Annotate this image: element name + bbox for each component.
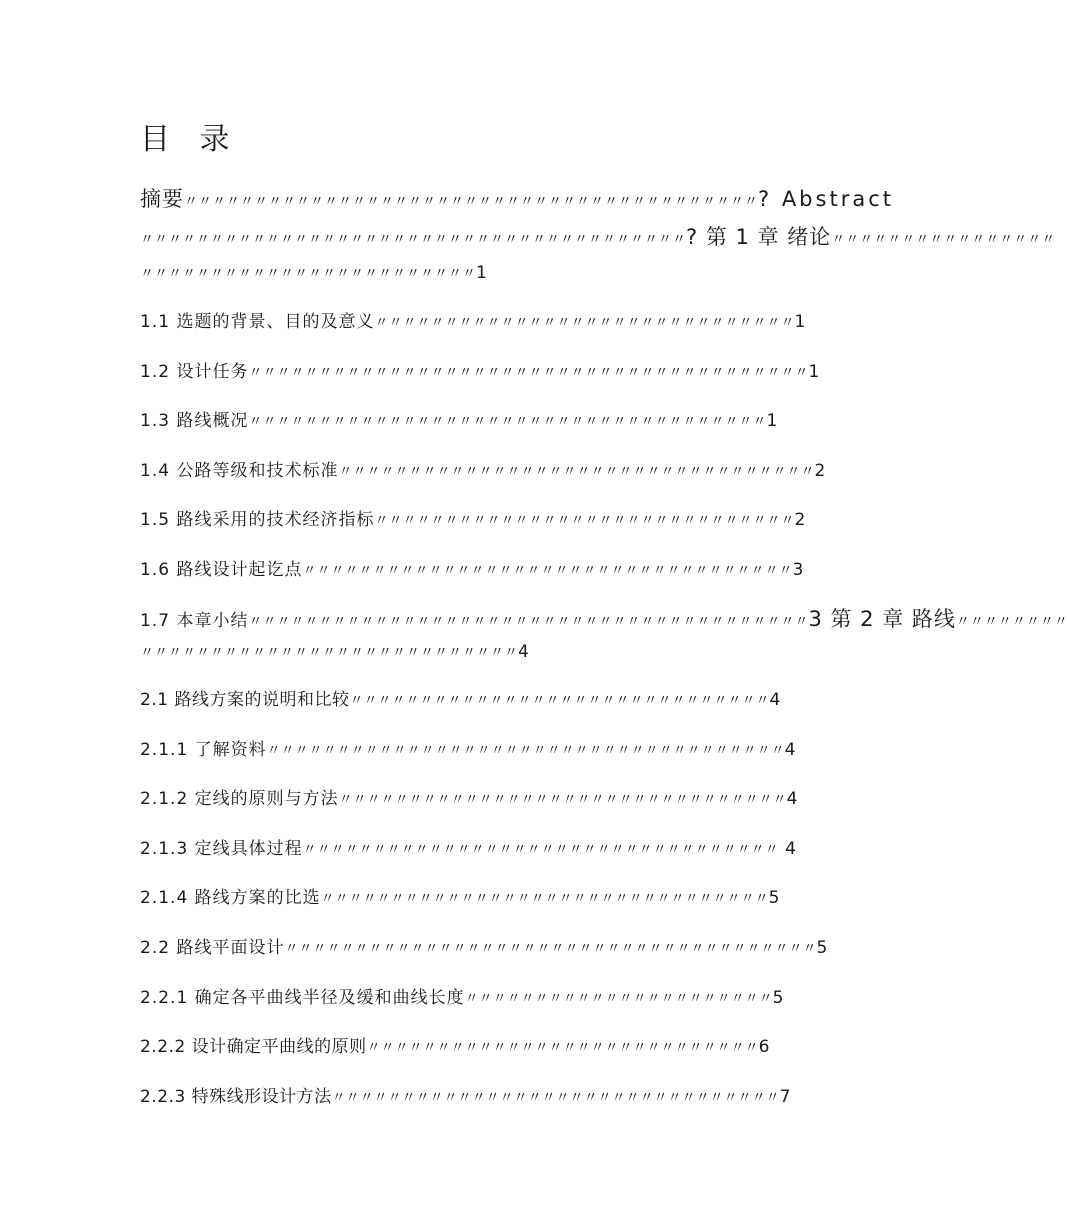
toc-line-chapter-2-page <box>140 640 530 665</box>
toc-page-number: 4 <box>786 789 799 809</box>
toc-line-2-1-2 <box>140 787 799 812</box>
toc-leader-dots: 〃〃〃〃〃〃〃〃〃〃〃〃〃〃〃〃〃〃〃〃〃〃〃〃〃〃〃 <box>140 645 518 661</box>
toc-page-number: 4 <box>778 839 797 859</box>
toc-tail: ? Abstract <box>758 187 894 211</box>
toc-line-chapter-1 <box>140 225 1055 252</box>
toc-label: 2.2 路线平面设计 <box>140 938 285 958</box>
toc-page-number: 2 <box>794 510 807 530</box>
toc-label: 1.3 路线概况 <box>140 411 249 431</box>
toc-page-number: 1 <box>766 411 779 431</box>
toc-line-2-1-4 <box>140 886 781 911</box>
toc-label: 2.2.3 特殊线形设计方法 <box>140 1087 332 1107</box>
toc-leader-dots: 〃〃〃〃〃〃〃〃〃〃〃〃〃〃〃〃〃〃〃〃〃〃〃〃〃〃〃〃〃〃〃〃〃〃〃〃〃〃〃〃 <box>248 614 809 630</box>
toc-page-number: 1 <box>794 312 807 332</box>
toc-line-2-1-3 <box>140 837 797 862</box>
toc-page-number: 6 <box>758 1037 770 1057</box>
toc-leader-dots: 〃〃〃〃〃〃〃〃〃〃〃〃〃〃〃〃〃〃〃〃〃〃〃〃〃〃〃〃〃〃〃〃 <box>320 891 769 907</box>
toc-line-2-2-3 <box>140 1085 791 1110</box>
toc-page-number: 2 <box>814 461 827 481</box>
toc-label: 2.1.3 定线具体过程 <box>140 839 303 859</box>
toc-leader-dots: 〃〃〃〃〃〃〃〃〃〃〃〃〃〃〃〃〃〃〃〃〃〃〃〃 <box>140 266 476 282</box>
toc-page-number: 7 <box>779 1087 791 1107</box>
toc-line-2-2 <box>140 936 828 961</box>
toc-line-2-1-1 <box>140 738 797 763</box>
toc-leader-dots: 〃〃〃〃〃〃〃〃〃〃〃〃〃〃〃〃〃〃〃〃〃〃〃〃〃〃〃〃〃〃〃〃〃〃〃〃〃〃〃〃〃 <box>184 194 758 210</box>
toc-page-number: 5 <box>772 988 785 1008</box>
toc-page-number: 4 <box>784 740 797 760</box>
toc-line-1-4 <box>140 459 826 484</box>
toc-page-number: 4 <box>518 642 530 662</box>
toc-leader-dots: 〃〃〃〃〃〃〃〃〃〃〃〃〃〃〃〃〃〃〃〃〃〃〃〃〃〃〃〃〃〃〃〃 <box>331 1090 780 1106</box>
toc-tail: 3 第 2 章 路线 <box>808 607 956 631</box>
toc-page-number: 4 <box>769 690 781 710</box>
toc-label: 1.2 设计任务 <box>140 362 249 382</box>
toc-line-2-2-1 <box>140 986 785 1011</box>
toc-leader-dots: 〃〃〃〃〃〃〃〃〃〃〃〃〃〃〃〃〃〃〃〃〃〃〃〃〃〃〃〃〃〃 <box>374 513 795 529</box>
toc-label: 1.4 公路等级和技术标准 <box>140 461 339 481</box>
toc-line-1-3 <box>140 409 778 434</box>
toc-line-2-1 <box>140 688 781 713</box>
toc-label: 2.2.2 设计确定平曲线的原则 <box>140 1037 367 1057</box>
toc-line-2-2-2 <box>140 1035 770 1060</box>
toc-leader-dots: 〃〃〃〃〃〃〃〃〃〃〃〃〃〃〃〃〃〃〃〃〃〃〃〃〃〃〃〃〃〃〃〃〃〃〃〃〃〃 <box>284 941 817 957</box>
toc-line-abstract-cn <box>140 187 894 214</box>
toc-label: 1.6 路线设计起讫点 <box>140 560 303 580</box>
toc-line-1-5 <box>140 508 806 533</box>
toc-tail: ? 第 1 章 绪论 <box>686 225 832 249</box>
toc-page-number: 3 <box>792 560 805 580</box>
toc-leader-dots: 〃〃〃〃〃〃〃〃〃〃〃〃〃〃〃〃〃〃〃〃〃〃〃〃〃〃〃〃〃〃〃〃 <box>338 792 787 808</box>
toc-label: 2.2.1 确定各平曲线半径及缓和曲线长度 <box>140 988 465 1008</box>
toc-line-1-6 <box>140 558 804 583</box>
toc-leader-dots: 〃〃〃〃〃〃〃〃〃〃〃〃〃〃〃〃〃〃〃〃〃〃〃〃〃〃〃〃〃〃 <box>374 315 795 331</box>
toc-label: 1.1 选题的背景、目的及意义 <box>140 312 375 332</box>
toc-leader-dots-2: 〃〃〃〃〃〃〃〃 <box>955 614 1068 630</box>
toc-line-1-7 <box>140 607 1068 634</box>
toc-leader-dots: 〃〃〃〃〃〃〃〃〃〃〃〃〃〃〃〃〃〃〃〃〃〃〃〃〃〃〃〃〃〃〃〃〃〃〃〃〃〃〃〃 <box>248 365 809 381</box>
toc-page-number: 5 <box>816 938 829 958</box>
toc-label: 2.1 路线方案的说明和比较 <box>140 690 350 710</box>
toc-line-1-2 <box>140 360 820 385</box>
toc-leader-dots: 〃〃〃〃〃〃〃〃〃〃〃〃〃〃〃〃〃〃〃〃〃〃 <box>464 991 773 1007</box>
toc-line-1-1 <box>140 310 806 335</box>
toc-leader-dots-2: 〃〃〃〃〃〃〃〃〃〃〃〃〃〃〃〃 <box>831 232 1056 248</box>
toc-leader-dots: 〃〃〃〃〃〃〃〃〃〃〃〃〃〃〃〃〃〃〃〃〃〃〃〃〃〃〃〃〃〃〃〃〃〃 <box>338 464 815 480</box>
toc-label: 2.1.4 路线方案的比选 <box>140 888 321 908</box>
toc-leader-dots: 〃〃〃〃〃〃〃〃〃〃〃〃〃〃〃〃〃〃〃〃〃〃〃〃〃〃〃〃〃〃〃〃〃〃〃 <box>302 563 793 579</box>
toc-label: 1.5 路线采用的技术经济指标 <box>140 510 375 530</box>
toc-page-number: 5 <box>768 888 781 908</box>
toc-label: 2.1.1 了解资料 <box>140 740 267 760</box>
toc-label: 2.1.2 定线的原则与方法 <box>140 789 339 809</box>
toc-leader-dots: 〃〃〃〃〃〃〃〃〃〃〃〃〃〃〃〃〃〃〃〃〃〃〃〃〃〃〃〃〃〃〃〃〃〃〃〃〃〃〃 <box>140 232 686 248</box>
toc-page-number: 1 <box>808 362 821 382</box>
toc-leader-dots: 〃〃〃〃〃〃〃〃〃〃〃〃〃〃〃〃〃〃〃〃〃〃〃〃〃〃〃〃〃〃〃〃〃〃〃〃〃 <box>248 414 767 430</box>
toc-leader-dots: 〃〃〃〃〃〃〃〃〃〃〃〃〃〃〃〃〃〃〃〃〃〃〃〃〃〃〃〃〃〃〃〃〃〃〃〃〃 <box>266 743 785 759</box>
toc-leader-dots: 〃〃〃〃〃〃〃〃〃〃〃〃〃〃〃〃〃〃〃〃〃〃〃〃〃〃〃〃〃〃 <box>349 693 770 709</box>
toc-leader-dots: 〃〃〃〃〃〃〃〃〃〃〃〃〃〃〃〃〃〃〃〃〃〃〃〃〃〃〃〃 <box>366 1040 759 1056</box>
toc-title: 目 录 <box>140 122 240 157</box>
toc-page-number: 1 <box>476 263 488 283</box>
toc-label: 摘要 <box>140 187 184 211</box>
toc-leader-dots: 〃〃〃〃〃〃〃〃〃〃〃〃〃〃〃〃〃〃〃〃〃〃〃〃〃〃〃〃〃〃〃〃〃〃 <box>302 842 779 858</box>
toc-label: 1.7 本章小结 <box>140 611 249 631</box>
toc-line-chapter-1-page <box>140 261 488 286</box>
